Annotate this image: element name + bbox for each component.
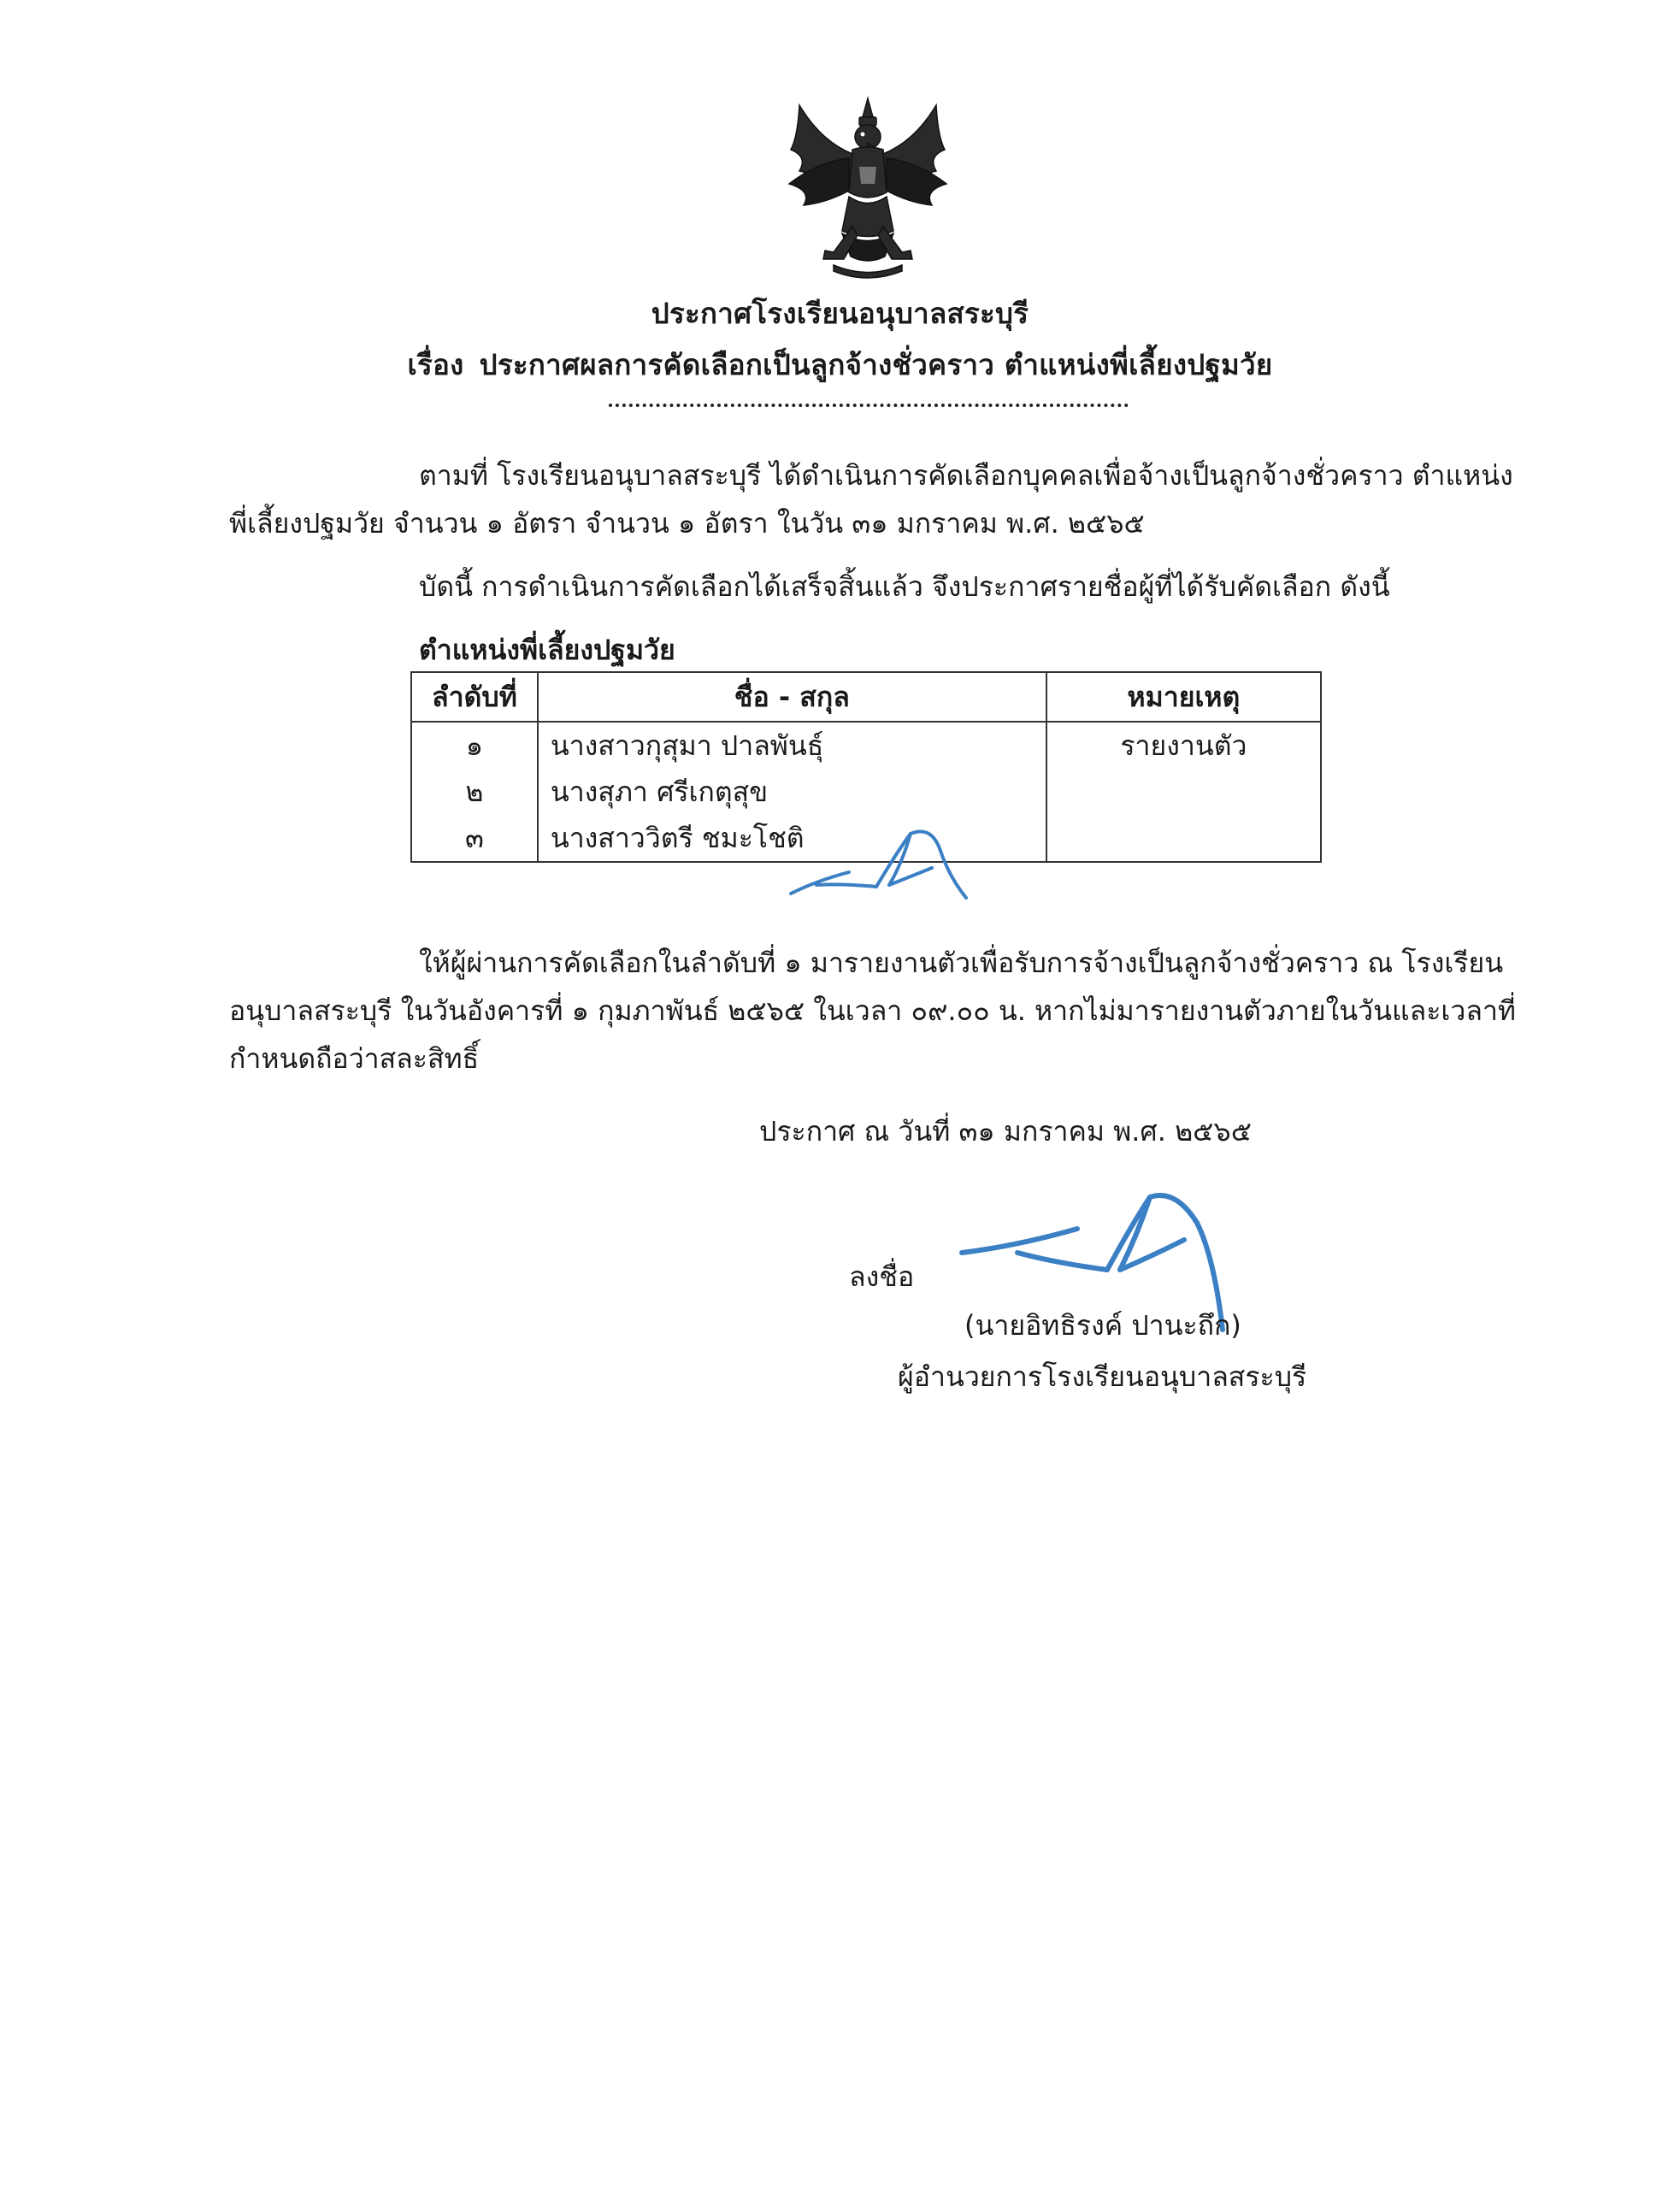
paragraph-3-line-3: กำหนดถือว่าสละสิทธิ์: [229, 1042, 480, 1075]
row-order: ๓: [411, 815, 538, 862]
subject-text: ประกาศผลการคัดเลือกเป็นลูกจ้างชั่วคราว ตำแหน่งพี่เลี้ยงปฐมวัย: [479, 348, 1273, 381]
row-name: นางสุภา ศรีเกตุสุข: [538, 769, 1046, 815]
signer-name: (นายอิทธิรงค์ ปานะถึก): [964, 1309, 1241, 1342]
paragraph-3-line-2: อนุบาลสระบุรี ในวันอังคารที่ ๑ กุมภาพันธ์ ๒๕๖๕ ในเวลา ๐๙.๐๐ น. หากไม่มารายงานตัวภายในวันและเวลาที่: [229, 994, 1516, 1027]
sign-label: ลงชื่อ: [849, 1260, 915, 1293]
paragraph-2: บัดนี้ การดำเนินการคัดเลือกได้เสร็จสิ้นแล้ว จึงประกาศรายชื่อผู้ที่ได้รับคัดเลือก ดังนี้: [419, 570, 1390, 603]
row-name: นางสาวกุสุมา ปาลพันธุ์: [538, 722, 1046, 769]
signature-small-icon: [782, 817, 987, 902]
column-header-order: ลำดับที่: [411, 672, 538, 722]
announcement-title: ประกาศโรงเรียนอนุบาลสระบุรี: [651, 297, 1029, 330]
paragraph-1-line-2: พี่เลี้ยงปฐมวัย จำนวน ๑ อัตรา จำนวน ๑ อัตรา ในวัน ๓๑ มกราคม พ.ศ. ๒๕๖๕: [229, 507, 1145, 540]
paragraph-1-line-1: ตามที่ โรงเรียนอนุบาลสระบุรี ได้ดำเนินการคัดเลือกบุคคลเพื่อจ้างเป็นลูกจ้างชั่วคราว ตำแหน่ง: [419, 459, 1513, 492]
row-note: รายงานตัว: [1046, 722, 1321, 769]
row-note: [1046, 815, 1321, 862]
signer-title: ผู้อำนวยการโรงเรียนอนุบาลสระบุรี: [898, 1360, 1307, 1393]
section-heading: ตำแหน่งพี่เลี้ยงปฐมวัย: [419, 634, 675, 666]
paragraph-3-line-1: ให้ผู้ผ่านการคัดเลือกในลำดับที่ ๑ มารายงานตัวเพื่อรับการจ้างเป็นลูกจ้างชั่วคราว ณ โรงเรียน: [419, 947, 1504, 979]
row-name: นางสาววิตรี ชมะโชติ: [538, 815, 1046, 862]
column-header-name: ชื่อ - สกุล: [538, 672, 1046, 722]
announcement-subject: [0, 342, 1680, 387]
subject-label: เรื่อง: [407, 348, 464, 381]
dotted-divider: [609, 404, 1129, 407]
table-row: [411, 769, 1321, 815]
garuda-emblem-icon: [774, 90, 962, 282]
announcement-date: ประกาศ ณ วันที่ ๓๑ มกราคม พ.ศ. ๒๕๖๕: [759, 1115, 1252, 1148]
column-header-note: หมายเหตุ: [1046, 672, 1321, 722]
row-order: ๑: [411, 722, 538, 769]
table-header-row: [411, 672, 1321, 722]
row-order: ๒: [411, 769, 538, 815]
row-note: [1046, 769, 1321, 815]
table-row: [411, 722, 1321, 769]
